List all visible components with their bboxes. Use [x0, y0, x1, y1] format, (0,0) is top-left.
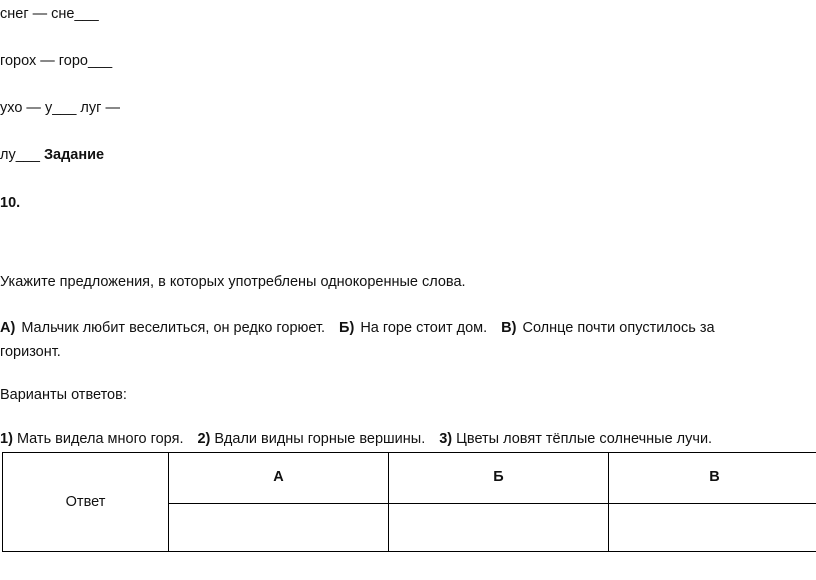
exercise-line-1: снег — сне___ [0, 6, 99, 22]
exercise-line-2: горох — горо___ [0, 53, 113, 69]
sentence-b-text: На горе стоит дом. [360, 320, 488, 336]
answer-header-a-text: А [273, 469, 284, 485]
answer-header-c [609, 453, 816, 504]
task-instruction: Укажите предложения, в которых употреблены однокоренные слова. [0, 274, 466, 290]
answer-header-a [169, 453, 389, 504]
option-1-text: Мать видела много горя. [16, 431, 184, 447]
answer-header-b-text: Б [493, 469, 504, 485]
exercise-line-4 [0, 146, 104, 164]
task-heading: Задание [43, 147, 105, 163]
task-number: 10. [0, 195, 21, 211]
answer-cell-b[interactable] [389, 504, 609, 552]
answer-table [2, 452, 816, 552]
answer-cell-a[interactable] [169, 504, 389, 552]
sentence-c-label: В) [501, 320, 517, 336]
exercise-line-3: ухо — у___ луг — [0, 100, 120, 116]
option-3-label: 3) [439, 431, 453, 447]
sentence-c-continuation: горизонт. [0, 344, 61, 360]
exercise-line-4-prefix: лу___ [0, 147, 40, 163]
sentence-c-text: Солнце почти опустилось за [522, 320, 715, 336]
option-2-text: Вдали видны горные вершины. [214, 431, 426, 447]
answer-row-label: Ответ [3, 453, 169, 552]
answer-header-c-text: В [709, 469, 720, 485]
variants-heading: Варианты ответов: [0, 387, 127, 403]
sentence-a-text: Мальчик любит веселиться, он редко горюет. [21, 320, 326, 336]
option-1-label: 1) [0, 431, 13, 447]
variants-line [0, 430, 712, 448]
option-3-text: Цветы ловят тёплые солнечные лучи. [456, 431, 713, 447]
answer-cell-c[interactable] [609, 504, 816, 552]
sentences-line [0, 319, 715, 337]
option-2-label: 2) [197, 431, 211, 447]
answer-header-b [389, 453, 609, 504]
sentence-b-label: Б) [339, 320, 355, 336]
sentence-a-label: А) [0, 320, 16, 336]
